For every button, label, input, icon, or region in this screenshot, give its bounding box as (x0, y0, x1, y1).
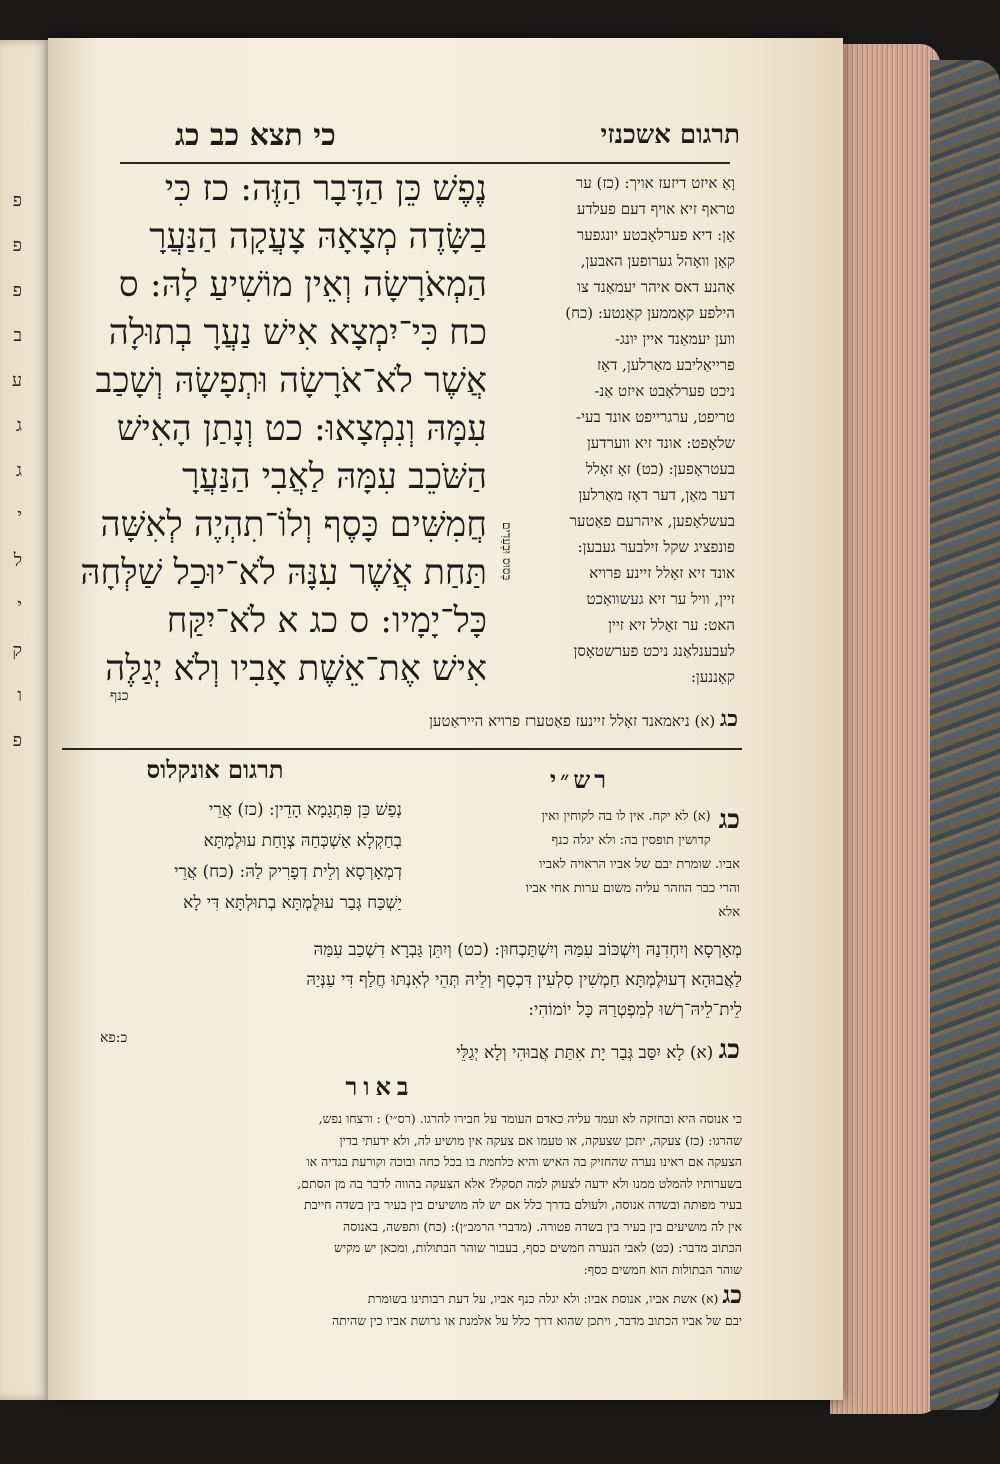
yiddish-line: אָהנע דאס איהר יעמאַנד צו (577, 278, 735, 296)
running-head-parsha: כי תצא כב כג (175, 118, 336, 153)
left-page-fragment: ק (12, 640, 22, 661)
yiddish-line: אונד זיא זאָלל זיינע פרויא (589, 564, 735, 582)
verse-line: אֲשֶׁר לֹא־אֹרָשָׂה וּתְפָשָׂהּ וְשָׁכַב (95, 361, 487, 401)
left-page-fragment: פ (12, 280, 22, 301)
verse-catchword: כנף (110, 688, 129, 704)
biur-line: בעיר מפותה ובשדה אנוסה, ולעולם בדרך כלל אם יש לה מושיעים בין בעיר בין בשדה חייבת (303, 1197, 742, 1212)
biur-line: הכתוב מדבר: (כט) לאבי הנערה חמשים כסף, בעבור שוהר הבתולות, ומכאן יש מקיש (333, 1240, 742, 1255)
rashi-line: קדושין תופסין בה: ולא יגלה כנף (551, 833, 711, 848)
onkelos-wide (62, 935, 742, 1025)
yiddish-line: דער מאַן, דער דאָז מאַרלען (578, 486, 735, 504)
onkelos-line: נְפַשׁ כֵּן פִּתְגָמָא הָדֵין: (כז) אֲרֵי (208, 800, 402, 820)
onkelos-line: לַאֲבוּהָא דְעוּלֶמְתָּא חַמְשִׁין סִלְעִין דִּכְסַף וְלֵיהּ תְּהֵי לְאִנְתּוּ חֲלַף דִּי עַנְּיַהּ (306, 970, 742, 990)
biur-line: הצעקה אם ראינו נערה שהחזיק בה האיש והיא כלחמת בו בכל כחה ובוכה וקורעת בגדיה או (306, 1154, 742, 1169)
onkelos-heading: תרגום אונקלוס (146, 755, 284, 784)
onkelos-line: לֵית־לֵיהּ־רְשׁוּ לְמִפְטְרַהּ כָּל יוֹמוֹהִי: (528, 1000, 742, 1020)
verse-line: בַשָּׂדֶה מְצָאָהּ צָעֲקָה הַנַּעֲרָ (149, 217, 487, 257)
left-page-fragment: פ (12, 190, 22, 211)
yiddish-line: פרייאַליבע מאַרלען, דאָז (596, 356, 735, 374)
left-page-fragment: ג (16, 460, 22, 481)
running-head (120, 118, 740, 164)
section-rule (62, 748, 742, 750)
onkelos-line: מְאָרְסָא וְיִחְדִנַהּ וְיִשְׁכּוֹב עִמַּהּ וְיִשְׁתַּכְחוּן: (כט) וְיִתֵּן גַּבְרָא דִשְׁכַב עִמַּהּ (313, 940, 742, 960)
page-block-edge (830, 44, 940, 1414)
rashi-line: והרי כבר הוזהר עליה משום ערות אחי אביו (525, 881, 740, 896)
yiddish-line: וָאַ איזט דיזעז אויך: (כז) ער (575, 174, 735, 192)
biur-line: שהרגו: (כז) צעקה, יתכן שצעקה, או טעמו אם צעקה אין מושיע לה, ולא ידעתי בדין (339, 1132, 742, 1148)
biur-line: שוהר הבתולות הוא חמשים כסף: (583, 1261, 742, 1277)
running-head-title: תרגום אשכנזי (600, 120, 740, 150)
onkelos-column (62, 795, 402, 919)
biur-line: כי אנוסה היא ובחזקה לא ועמד עליה כאדם העומד על חבירו להרגו. (רס״י) : ורצחו נפש, (318, 1111, 742, 1126)
verse-line: כָּל־יָמָיו: ס כג א לֹא־יִקַּח (166, 601, 487, 641)
yiddish-line: האט: ער זאָלל זיא זיין (608, 616, 735, 634)
yiddish-line: (א) ניאמאנד זאָלל זיינעז פאַטערז פרויא הייראַטען (429, 712, 716, 730)
chapter-mark: כג (719, 706, 738, 732)
yiddish-line: בעטראָפען: (כט) זאָ זאָלל (585, 460, 735, 478)
yiddish-line: זיין, וויל ער זיא געשוואַכט (586, 590, 735, 608)
marbled-cover (930, 60, 1000, 1410)
biur-line: אין לה מושיעים בין בעיר בין בשדה פטורה. (מדברי הרמב״ן): (כח) ותפשה, באנוסה (343, 1218, 742, 1234)
yiddish-line: טראף זיא אויף דעם פעלדע (576, 200, 735, 218)
verse-line: כח כִּי־יִמְצָא אִישׁ נַעֲרָ בְתוּלָה (108, 313, 487, 353)
left-page-fragment: פ (12, 730, 22, 751)
rashi-column (405, 805, 740, 925)
verse-line: הַשֹּׁכֵב עִמָּהּ לַאֲבִי הַנַּעֲרָ (182, 457, 487, 497)
yiddish-line: פונפציג שקל זילבער געבען: (577, 538, 735, 556)
biur-line: (א) אשת אביו, אנוסת אביו: ולא יגלה כנף אביו, על דעת רבותינו בשומרת (367, 1291, 719, 1306)
yiddish-line: אָן: דיא פערלאָבטע יונגפער (576, 226, 735, 244)
left-page-fragment: ו (17, 685, 22, 706)
yiddish-line: לעבענלאַנג ניכט פערשטאָסן (573, 642, 735, 660)
verse-line: עִמָּהּ וְנִמְצָאוּ: כט וְנָתַן הָאִישׁ (116, 409, 487, 449)
yiddish-translation (500, 170, 735, 730)
yiddish-line: טריפט, ערגרייפט אונד בעי- (576, 408, 735, 426)
left-page-fragment: י (17, 505, 22, 526)
chapter-mark: כג (718, 805, 740, 835)
onkelos-ch23 (260, 1035, 740, 1068)
rashi-heading: רש״י (549, 765, 611, 794)
verse-line: נֶפֶשׁ כֵּן הַדָּבָר הַזֶּה: כז כִּי (164, 169, 487, 209)
cantillation-margin-notes: בְּסוּס וּבְעֵדִים (500, 521, 514, 580)
verse-text (62, 165, 487, 720)
yiddish-line: קאָננען: (690, 668, 735, 686)
left-page-fragment: פ (12, 235, 22, 256)
left-page-fragment: ע (11, 370, 22, 391)
yiddish-chapter-line (178, 706, 738, 734)
verse-line: אִישׁ אֶת־אֵשֶׁת אָבִיו וְלֹא יְגַלֶּה (105, 649, 487, 689)
biur-commentary (62, 1108, 742, 1331)
left-page-fragment: ג (16, 415, 22, 436)
rashi-line: אלא (718, 905, 740, 920)
biur-line: יבם של אביו הכתוב מדבר, ויתכן שהוא דרך כלל על אלמנת או גרושת אביו כין שהיתה (331, 1312, 742, 1328)
onkelos-line: בְחַקְלָא אַשְׁכְּחַהּ צְוָחַת עוּלֶמְתָּא (203, 831, 402, 851)
yiddish-line: בעשלאָפען, איהרעם פאַטער (569, 512, 735, 530)
onkelos-catchword: כ:פא (100, 1030, 128, 1046)
chapter-mark: כג (722, 1280, 742, 1309)
biur-line: בשערותיו להמלט ממנו ולא ידעה לצעוק למה תסקל? אלא הצעקה בהווה לדבר בה מן הסתם, (297, 1175, 742, 1191)
left-page-fragment: ב (13, 325, 22, 346)
left-page-fragment: י (17, 595, 22, 616)
rashi-line: (א) לא יקח. אין לו בה לקוחין ואין (541, 809, 711, 824)
biur-heading: באור (345, 1072, 415, 1101)
onkelos-line: דְמְאָרְסָא וְלֵית דְפָרִיק לַהּ: (כח) אֲרֵי (174, 862, 402, 882)
header-rule (120, 162, 730, 164)
yiddish-line: ווען יעמאַנד איין יונג- (614, 330, 735, 348)
verse-line: תַּחַת אֲשֶׁר עִנָּהּ לֹא־יוּכַל שַׁלְּחָהּ (80, 553, 487, 593)
onkelos-line: יַשְׁכַּח גְּבַר עוּלֶמְתָּא בְתוּלְתָּא דִּי לָא (183, 893, 402, 913)
onkelos-line: (א) לָא יִסַּב גְּבַר יָת אִתַּת אֲבוּהִי וְלָא יְגַלֵּי (456, 1043, 714, 1063)
left-page-fragment: ל (13, 550, 22, 571)
chapter-mark: כג (718, 1035, 740, 1065)
yiddish-line: שלאָפט: אונד זיא ווערדען (586, 434, 735, 452)
yiddish-line: הילפע קאָממען קאָנטע: (כח) (565, 304, 735, 322)
rashi-line: אביו. שומרת יבם של אביו הראויה לאביו (539, 857, 740, 872)
yiddish-line: ניכט פערלאָבט איזט אַנ- (594, 382, 735, 400)
verse-line: חֲמִשִּׁים כָּסֶף וְלוֹ־תִהְיֶה לְאִשָּׁה (100, 505, 487, 545)
verse-line: הַמְאֹרָשָׂה וְאֵין מוֹשִׁיעַ לָהּ: ס (118, 265, 487, 305)
biur-ch23 (62, 1280, 742, 1310)
yiddish-line: קאָן וואָהל גערופען האבען, (580, 252, 735, 270)
